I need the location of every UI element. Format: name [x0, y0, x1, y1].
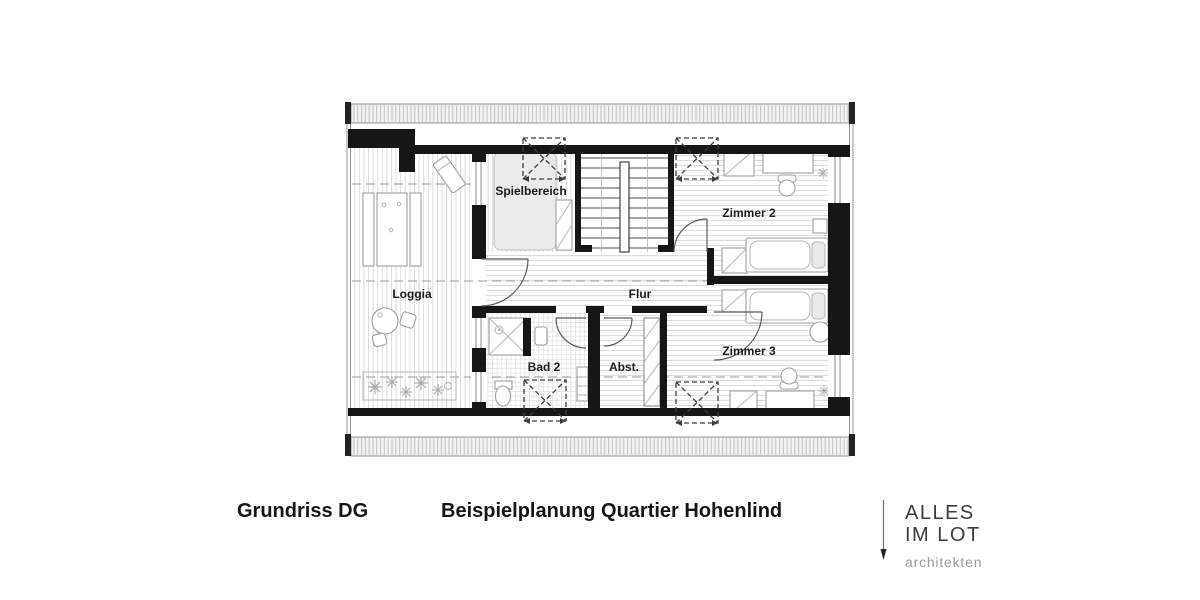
shelf	[556, 200, 572, 250]
bed	[746, 238, 828, 272]
round-side-table	[810, 322, 830, 342]
window-zimmer3-east	[828, 355, 850, 397]
nightstand	[813, 219, 827, 233]
room-label-abst: Abst.	[609, 360, 639, 374]
caption-project-title: Beispielplanung Quartier Hohenlind	[441, 500, 783, 522]
play-mat	[494, 152, 556, 250]
flur-floor	[486, 252, 714, 306]
desk-chair	[778, 175, 796, 196]
stair-stringer	[620, 162, 629, 252]
caption-drawing-title: Grundriss DG	[237, 500, 369, 522]
radiator	[577, 367, 588, 401]
window-bad2-west-1	[471, 318, 487, 348]
bed	[746, 289, 828, 323]
shelf	[722, 248, 747, 273]
logo-line1: ALLES	[905, 502, 975, 524]
desk-chair	[780, 368, 798, 389]
logo-alles-im-lot	[881, 500, 983, 570]
shelf	[722, 290, 747, 312]
sun-loungers	[363, 193, 421, 266]
room-label-spielbereich: Spielbereich	[495, 184, 567, 198]
sink	[535, 327, 547, 345]
toilet	[495, 381, 512, 406]
roof-eave-bottom	[351, 437, 849, 456]
window-zimmer2-east	[828, 157, 850, 203]
logo-tagline: architekten	[905, 554, 983, 570]
window-bad2-west-2	[471, 372, 487, 402]
room-label-zimmer3: Zimmer 3	[722, 344, 776, 358]
room-label-zimmer2: Zimmer 2	[722, 206, 776, 220]
plumb-line-icon	[881, 500, 887, 560]
room-label-bad2: Bad 2	[527, 360, 561, 374]
room-label-flur: Flur	[628, 287, 652, 301]
roof-eave-top	[351, 104, 849, 123]
window-loggia-north	[471, 162, 487, 205]
abst-shelving	[644, 318, 660, 406]
room-label-loggia: Loggia	[392, 287, 432, 301]
shower	[489, 318, 527, 355]
staircase	[581, 154, 668, 252]
logo-line2: IM LOT	[905, 524, 981, 546]
